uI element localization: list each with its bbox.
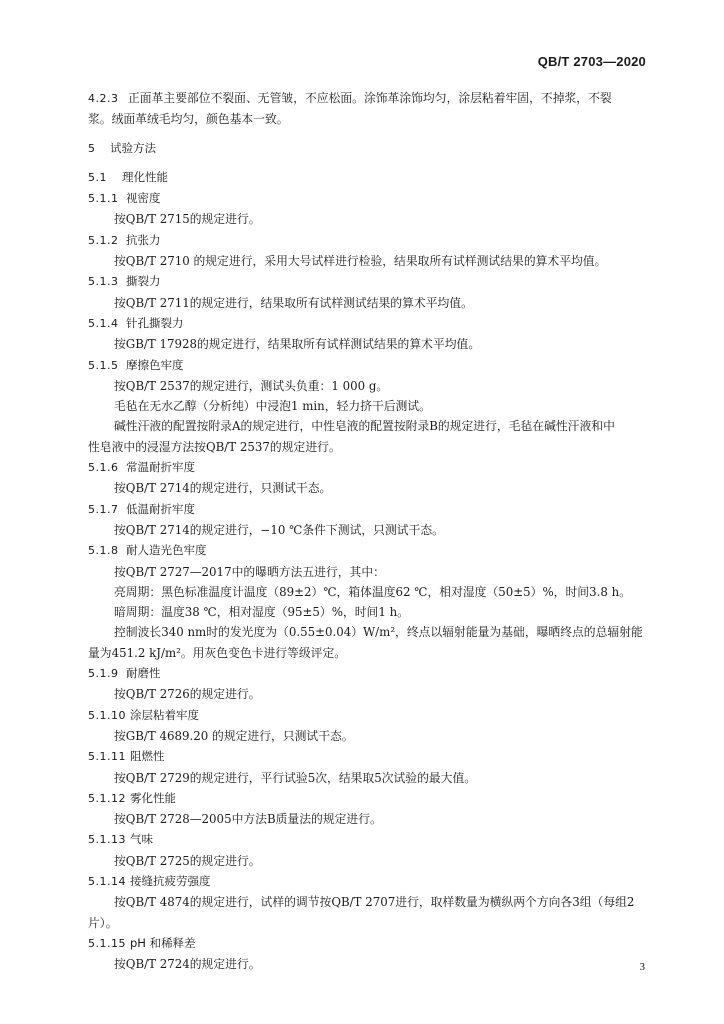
clause-5-1-10-text: 按GB/T 4689.20 的规定进行，只测试干态。 [114,728,354,743]
clause-number: 5.1.13 [88,833,126,847]
clause-number: 5.1.2 [88,233,119,247]
document-body [88,88,660,974]
clause-4-2-3 [88,88,660,109]
clause-5-1-4-text: 按GB/T 17928的规定进行，结果取所有试样测试结果的算术平均值。 [114,337,481,352]
clause-title: 摩擦色牢度 [126,357,184,372]
clause-5-1-5-heading [88,355,660,376]
clause-5-1-5-text-3: 碱性汗液的配置按附录A的规定进行，中性皂液的配置按附录B的规定进行，毛毡在碱性汗液和中 [114,419,615,434]
clause-title: 耐人造光色牢度 [126,543,207,558]
clause-5-1-1-text: 按QB/T 2715的规定进行。 [114,212,261,227]
section-5-heading [88,138,660,159]
clause-5-1-13-text: 按QB/T 2725的规定进行。 [114,853,261,868]
clause-5-1-13-heading [88,829,660,850]
clause-5-1-15-text: 按QB/T 2724的规定进行。 [114,957,261,972]
clause-number: 5.1.5 [88,358,119,372]
clause-number: 5.1.11 [88,750,126,764]
clause-title: 阻燃性 [130,749,165,764]
clause-number: 5.1.7 [88,502,119,516]
section-number: 5 [88,141,96,155]
clause-number: 5.1.8 [88,544,119,558]
section-title: 理化性能 [122,169,168,184]
clause-5-1-14-text: 按QB/T 4874的规定进行，试样的调节按QB/T 2707进行，取样数量为横纵两个方向各3组（每组2 [114,895,635,910]
clause-5-1-12-text: 按QB/T 2728—2005中方法B质量法的规定进行。 [114,812,382,827]
clause-number: 5.1.9 [88,667,119,681]
clause-number: 5.1.3 [88,275,119,289]
clause-5-1-3-heading [88,271,660,292]
clause-number: 5.1.15 [88,936,126,950]
clause-5-1-1-heading [88,188,660,209]
clause-5-1-9-heading [88,663,660,684]
clause-5-1-7-text: 按QB/T 2714的规定进行，−10 ℃条件下测试，只测试干态。 [114,522,444,537]
clause-5-1-11-text: 按QB/T 2729的规定进行，平行试验5次，结果取5次试验的最大值。 [114,770,477,785]
clause-title: 雾化性能 [130,790,176,805]
clause-4-2-3-cont: 浆。绒面革绒毛均匀，颜色基本一致。 [88,112,289,127]
clause-5-1-2-text: 按QB/T 2710 的规定进行，采用大号试样进行检验，结果取所有试样测试结果的算术平均值。 [114,254,607,269]
clause-5-1-12-heading [88,788,660,809]
clause-5-1-14-text-cont: 片）。 [88,915,118,930]
clause-5-1-4-heading [88,313,660,334]
clause-5-1-9-text: 按QB/T 2726的规定进行。 [114,687,261,702]
section-number: 5.1 [88,170,107,184]
clause-number: 5.1.4 [88,316,119,330]
clause-title: 涂层粘着牢度 [130,707,199,722]
clause-number: 4.2.3 [88,92,119,105]
clause-number: 5.1.12 [88,791,126,805]
clause-5-1-11-heading [88,746,660,767]
clause-5-1-8-text-1: 按QB/T 2727—2017中的曝晒方法五进行，其中： [114,564,385,579]
standard-code-header: QB/T 2703—2020 [537,54,646,69]
clause-5-1-10-heading [88,705,660,726]
clause-5-1-5-text-2: 毛毡在无水乙醇（分析纯）中浸泡1 min，轻力挤干后测试。 [114,399,431,414]
clause-5-1-8-text-2: 亮周期：黑色标准温度计温度（89±2）℃，箱体温度62 ℃，相对湿度（50±5）%，时间3.8 h。 [114,584,631,599]
clause-title: 常温耐折牢度 [126,460,195,475]
clause-5-1-6-text: 按QB/T 2714的规定进行，只测试干态。 [114,481,332,496]
clause-text: 正面革主要部位不裂面、无管皱，不应松面。涂饰革涂饰均匀，涂层粘着牢固，不掉浆，不裂 [128,91,612,105]
section-title: 试验方法 [110,140,156,155]
clause-5-1-8-text-3: 暗周期：温度38 ℃，相对湿度（95±5）%，时间1 h。 [114,605,409,620]
clause-5-1-8-text-4-cont: 量为451.2 kJ/m²。用灰色变色卡进行等级评定。 [88,645,347,660]
clause-title: 低温耐折牢度 [126,501,195,516]
clause-5-1-8-text-4: 控制波长340 nm时的发光度为（0.55±0.04）W/m²，终点以辐射能量为基础，曝晒终点的总辐射能 [114,625,643,640]
clause-number: 5.1.14 [88,874,126,888]
clause-number: 5.1.1 [88,192,119,206]
clause-5-1-5-text-3-cont: 性皂液中的浸湿方法按QB/T 2537的规定进行。 [88,439,341,454]
clause-5-1-5-text-1: 按QB/T 2537的规定进行，测试头负重：1 000 g。 [114,378,389,393]
clause-number: 5.1.6 [88,461,119,475]
clause-number: 5.1.10 [88,708,126,722]
clause-title: 耐磨性 [126,666,161,681]
clause-title: 气味 [130,832,153,847]
clause-title: 视密度 [126,191,161,206]
page-number: 3 [639,961,645,973]
clause-5-1-6-heading [88,457,660,478]
clause-5-1-8-heading [88,540,660,561]
clause-5-1-3-text: 按QB/T 2711的规定进行，结果取所有试样测试结果的算术平均值。 [114,295,473,310]
clause-5-1-14-heading [88,871,660,892]
clause-5-1-2-heading [88,230,660,251]
clause-title: pH 和稀释差 [130,935,196,950]
clause-5-1-7-heading [88,499,660,520]
clause-title: 抗张力 [126,232,161,247]
clause-5-1-15-heading [88,933,660,954]
clause-title: 接缝抗疲劳强度 [130,873,211,888]
clause-title: 撕裂力 [126,274,161,289]
clause-title: 针孔撕裂力 [126,315,184,330]
section-5-1-heading [88,167,660,188]
